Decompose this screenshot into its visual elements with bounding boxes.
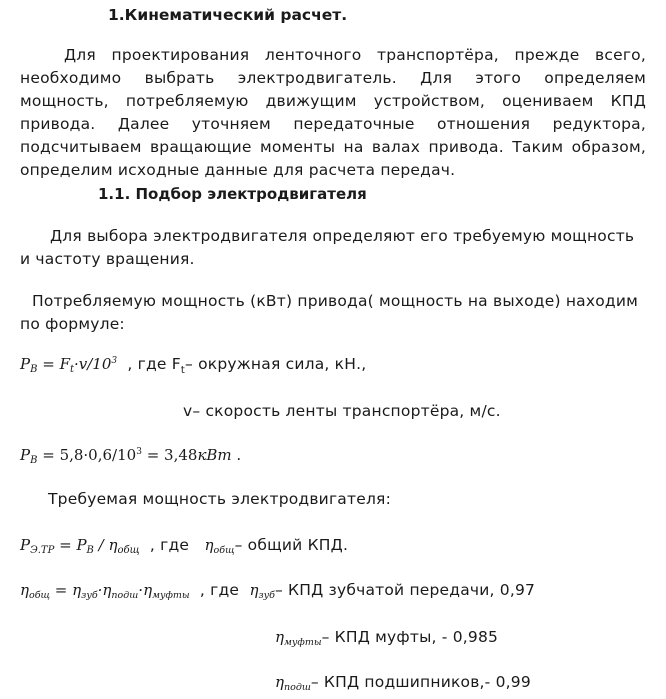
eta-gear-symbol: $\eta_{зуб}$ (249, 581, 275, 601)
eta-total-description: – общий КПД. (234, 536, 349, 554)
formula-where: , где (199, 581, 240, 599)
formula-rhs: $5,8\cdot 0,6/10^3 = 3,48$ (59, 446, 198, 464)
formula-lhs: $P_B$ (20, 446, 38, 466)
eta-coupling-symbol: $\eta_{муфты}$ (275, 628, 322, 648)
coupling-efficiency-line (275, 627, 498, 648)
formula-power-calc: $P_B = 5,8\cdot 0,6/10^3 = 3,48кВт$ . (20, 446, 242, 466)
eta-total-symbol: $\eta_{общ}$ (204, 536, 235, 556)
formula-power-output: $P_B = F_t\cdot v/10^3$ , где $F_t-$ окружная сила, кН., (20, 355, 367, 377)
formula-lhs: $P_B$ (20, 355, 38, 375)
motor-selection-paragraph: Для выбора электродвигателя определяют его требуемую мощность и частоту вращения. (20, 227, 635, 268)
bearings-efficiency-line (275, 672, 531, 693)
eta-coupling-description: – КПД муфты, - 0,985 (321, 628, 499, 646)
formula-where: , где (149, 536, 190, 554)
formula-total-efficiency: $\eta_{общ} = \eta_{зуб}\cdot\eta_{подш}\cdot\eta_{муфты}$ , где $\eta_{зуб}-$ КПД зубчатой передачи, 0,97 (20, 581, 536, 601)
intro-paragraph: Для проектирования ленточного транспортёра, прежде всего, необходимо выбрать электродвигатель. Для этого определяем мощность, потребляемую движущим устройством, оцениваем КПД привода. Далее уточняем передаточные отношения редуктора, подсчитываем вращающие моменты на валах привода. Таким образом, определим исходные данные для расчета передач. (20, 46, 646, 179)
formula-unit: кВт (197, 446, 232, 464)
eta-bearings-symbol: $\eta_{подш}$ (275, 673, 311, 693)
formula-required-power: $P_{Э.ТР} = P_B / \eta_{общ}$ , где $\eta_{общ}-$ общий КПД. (20, 536, 349, 556)
eta-bearings-description: – КПД подшипников,- 0,99 (310, 673, 531, 691)
formula-lhs: $\eta_{общ}$ (20, 581, 51, 601)
eta-gear-description: – КПД зубчатой передачи, 0,97 (274, 581, 536, 599)
section-title: 1.Кинематический расчет. (108, 6, 348, 24)
formula-rhs: $P_B / \eta_{общ}$ (76, 536, 140, 556)
formula-rhs: $F_t\cdot v/10^3$ (59, 355, 118, 375)
formula-rhs: $\eta_{зуб}\cdot\eta_{подш}\cdot\eta_{муфты}$ (72, 581, 190, 601)
velocity-description: v– скорость ленты транспортёра, м/с. (183, 402, 501, 420)
subsection-title: 1.1. Подбор электродвигателя (98, 185, 367, 203)
formula-lhs: $P_{Э.ТР}$ (20, 536, 55, 556)
power-formula-paragraph: Потребляемую мощность (кВт) привода( мощность на выходе) находим по формуле: (20, 292, 639, 333)
required-power-label: Требуемая мощность электродвигателя: (48, 490, 392, 508)
formula-where: , где $F_t-$ окружная сила, кН., (127, 355, 367, 377)
